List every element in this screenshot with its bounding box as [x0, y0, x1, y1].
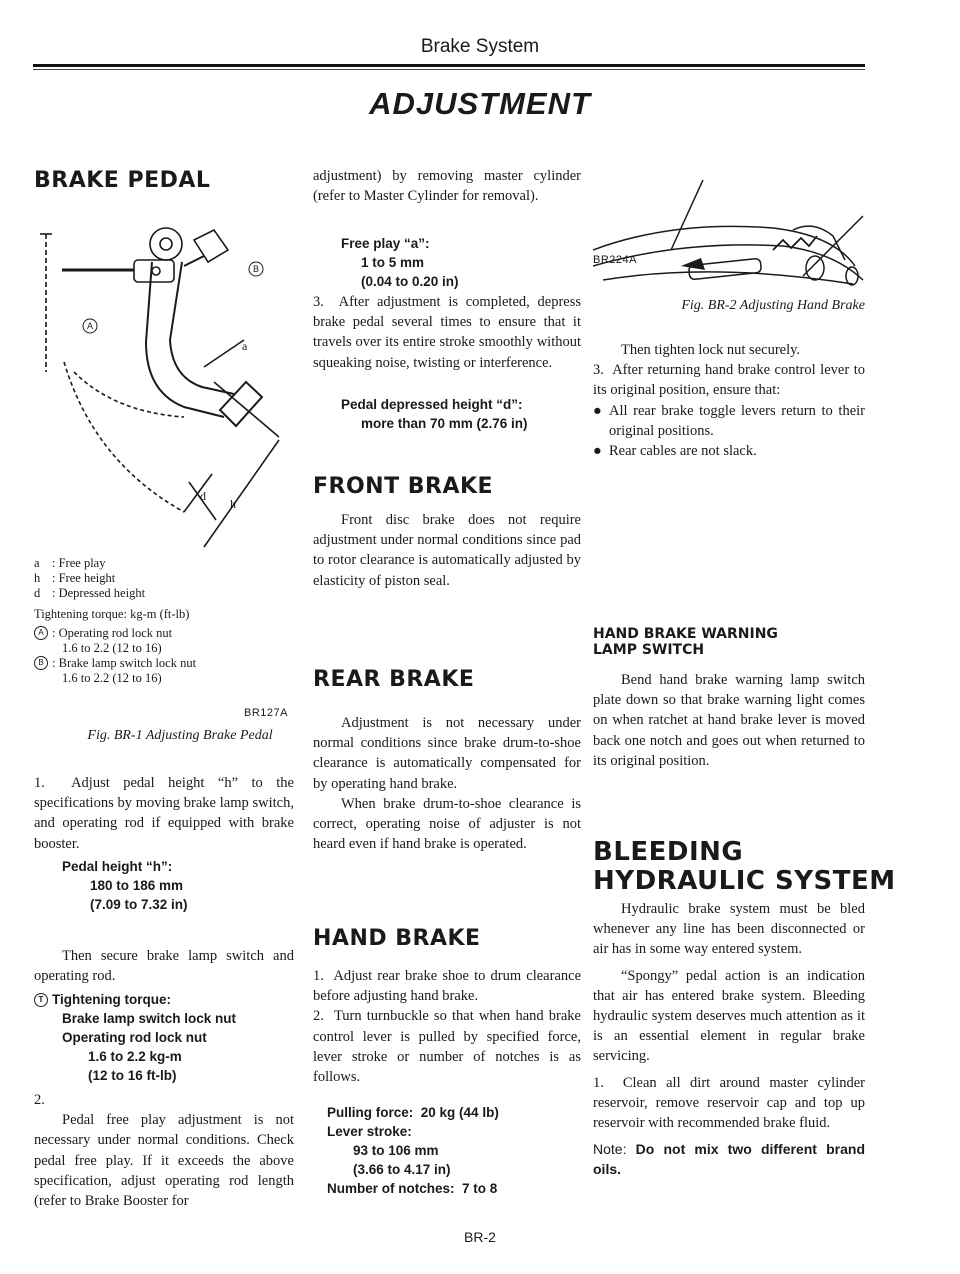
step-number: 1. [313, 968, 324, 984]
header-rule [33, 64, 865, 67]
section-heading-brake-pedal: BRAKE PEDAL [34, 168, 211, 193]
section-heading-rear-brake: REAR BRAKE [313, 667, 475, 692]
legend-sep: : [52, 586, 59, 600]
spec-value: 20 kg (44 lb) [420, 1105, 499, 1120]
spec-value: 1.6 to 2.2 kg-m [88, 1049, 182, 1064]
heading-line: HAND BRAKE WARNING [593, 626, 778, 642]
torque-a-name: Operating rod lock nut [58, 626, 173, 640]
depressed-height-spec [341, 395, 528, 433]
note [593, 1139, 865, 1179]
step-3 [313, 292, 581, 373]
torque-spec-2 [34, 990, 296, 1085]
rear-brake-para-1: Adjustment is not necessary under normal conditions since brake drum-to-shoe clearance is automatically compensated for by operating hand brake. [313, 715, 581, 792]
section-heading-bleeding [593, 838, 896, 896]
spec-value: 1 to 5 mm [361, 255, 425, 270]
legend-value: Depressed height [58, 586, 146, 600]
bleeding-para-1: Hydraulic brake system must be bled whenever any line has been disconnected or air has in some way entered system. [593, 901, 865, 958]
step-text: After adjustment is completed, depress brake pedal several times to ensure that it travels over its entire stroke smoothly without squeaking noise, twisting or interference. [313, 294, 582, 371]
free-play-spec [341, 234, 459, 291]
then-tighten-text: Then tighten lock nut securely. [621, 342, 801, 358]
spec-label: Pulling force: [327, 1105, 414, 1120]
spec-value: 7 to 8 [462, 1181, 498, 1196]
spec-value: (12 to 16 ft-lb) [88, 1068, 177, 1083]
note-label: Note: [593, 1141, 627, 1158]
torque-a-row [34, 626, 294, 641]
step-number: 3. [313, 294, 324, 310]
heading-line: HYDRAULIC SYSTEM [593, 866, 896, 896]
spec-value: 180 to 186 mm [90, 878, 184, 893]
fig1-callout-a: A [86, 321, 94, 331]
bleeding-text [593, 899, 865, 1180]
spec-label: Pedal height “h”: [62, 859, 173, 874]
step-text: Adjust rear brake shoe to drum clearance before adjusting hand brake. [313, 968, 582, 1005]
front-brake-text: Front disc brake does not require adjustment under normal conditions since pad to rotor clearance is automatically adjusted by elasticity of piston seal. [313, 512, 581, 589]
legend-row [34, 571, 294, 586]
spec-label: Lever stroke: [327, 1124, 412, 1139]
step-number: 3. [593, 362, 604, 379]
step-number: 1. [593, 1074, 604, 1091]
bullet-icon: ● [593, 402, 602, 419]
hand-brake-cont [593, 340, 865, 461]
note-text: Do not mix two different brand oils. [593, 1141, 866, 1178]
torque-b-row [34, 656, 294, 671]
heading-line: LAMP SWITCH [593, 642, 705, 658]
spec-label: Tightening torque: [52, 992, 171, 1007]
step-number: 2. [34, 1092, 45, 1108]
spec-label: Number of notches: [327, 1181, 455, 1196]
legend-key: a [34, 556, 40, 570]
header-rule-thin [33, 69, 865, 70]
rear-brake-para-2: When brake drum-to-shoe clearance is correct, operating noise of adjuster is not heard even if hand brake is operated. [313, 795, 581, 853]
hand-brake-spec [327, 1103, 499, 1198]
legend-sep: : [52, 556, 59, 570]
fig1-caption: Fig. BR-1 Adjusting Brake Pedal [87, 728, 273, 743]
warning-lamp-text: Bend hand brake warning lamp switch plate down so that brake warning light comes on when ratchet at hand brake lever is moved back one notch and goes out when returned to its original position. [593, 672, 865, 769]
fig2-caption: Fig. BR-2 Adjusting Hand Brake [681, 298, 865, 313]
pedal-height-spec [62, 857, 188, 914]
fig1-label-a: a [242, 339, 248, 353]
cont-text: adjustment) by removing master cylinder (refer to Master Cylinder for removal). [313, 168, 581, 205]
callout-b-icon: B [34, 656, 48, 670]
legend-sep: : [52, 626, 59, 640]
spec-value: (3.66 to 4.17 in) [353, 1162, 451, 1177]
bullet-text: Rear cables are not slack. [609, 443, 757, 460]
spec-label: Pedal depressed height “d”: [341, 397, 523, 412]
fig1-callout-b: B [252, 264, 260, 274]
bullet-text: All rear brake toggle levers return to their original positions. [609, 402, 865, 439]
callout-a-icon: A [34, 626, 48, 640]
spec-label: Free play “a”: [341, 236, 430, 251]
spec-line: Brake lamp switch lock nut [62, 1011, 237, 1026]
torque-a-val: 1.6 to 2.2 (12 to 16) [62, 641, 162, 655]
torque-b-val: 1.6 to 2.2 (12 to 16) [62, 671, 162, 685]
rear-brake-text [313, 713, 581, 854]
step-number: 1. [34, 775, 45, 791]
torque-b-name: Brake lamp switch lock nut [58, 656, 197, 670]
page-title: ADJUSTMENT [369, 86, 591, 121]
legend-row [34, 586, 294, 601]
step-1 [34, 773, 294, 854]
step-number: 2. [313, 1008, 324, 1025]
legend-key: d [34, 586, 41, 600]
legend-sep: : [52, 656, 59, 670]
bullet-icon: ● [593, 443, 602, 460]
step-text: Adjust pedal height “h” to the specifications by moving brake lamp switch, and operating rod if equipped with brake booster. [34, 775, 294, 852]
then-secure-text: Then secure brake lamp switch and operating rod. [34, 948, 294, 985]
legend-sep: : [52, 571, 59, 585]
fig1-code: BR127A [244, 707, 288, 719]
legend-row [34, 556, 294, 571]
step-2 [34, 1090, 294, 1211]
fig1-legend [34, 556, 294, 686]
brake-pedal-diagram [34, 222, 294, 552]
hand-brake-diagram [593, 180, 868, 290]
section-heading-warning-lamp [593, 626, 778, 658]
legend-value: Free play [58, 556, 106, 570]
bullet-item [593, 401, 865, 441]
heading-line: BLEEDING [593, 837, 744, 867]
fig2-code: BR224A [593, 254, 637, 266]
bullet-item [593, 441, 865, 461]
hand-brake-steps [313, 966, 581, 1087]
section-heading-hand-brake: HAND BRAKE [313, 926, 481, 951]
step-text: Pedal free play adjustment is not necessary under normal conditions. Check pedal free play. If it exceeds the above specification, adjust operating rod length (refer to Brake Booster for [34, 1112, 294, 1210]
page-number: BR-2 [464, 1229, 496, 1245]
torque-wrench-icon: T [34, 993, 48, 1007]
fig1-label-h: h [230, 497, 236, 511]
legend-key: h [34, 571, 41, 585]
spec-value: more than 70 mm (2.76 in) [361, 416, 528, 431]
running-header: Brake System [420, 36, 540, 57]
spec-line: Operating rod lock nut [62, 1030, 207, 1045]
bleeding-para-2: “Spongy” pedal action is an indication that air has entered brake system. Bleeding hydraulic system deserves much attention as it is an essential element in regular brake servicing. [593, 967, 865, 1065]
step-text: After returning hand brake control lever to its original position, ensure that: [593, 362, 866, 399]
fig1-label-d: d [200, 489, 206, 503]
spec-value: (7.09 to 7.32 in) [90, 897, 188, 912]
section-heading-front-brake: FRONT BRAKE [313, 474, 494, 499]
legend-value: Free height [58, 571, 116, 585]
torque-label: Tightening torque: kg-m (ft-lb) [34, 607, 190, 621]
step-text: Clean all dirt around master cylinder reservoir, remove reservoir cap and top up reservoir with recommended brake fluid. [593, 1074, 866, 1132]
step-text: Turn turnbuckle so that when hand brake control lever is pulled by specified force, lever stroke or number of notches is as follows. [313, 1008, 581, 1086]
spec-value: (0.04 to 0.20 in) [361, 274, 459, 289]
spec-value: 93 to 106 mm [353, 1143, 439, 1158]
